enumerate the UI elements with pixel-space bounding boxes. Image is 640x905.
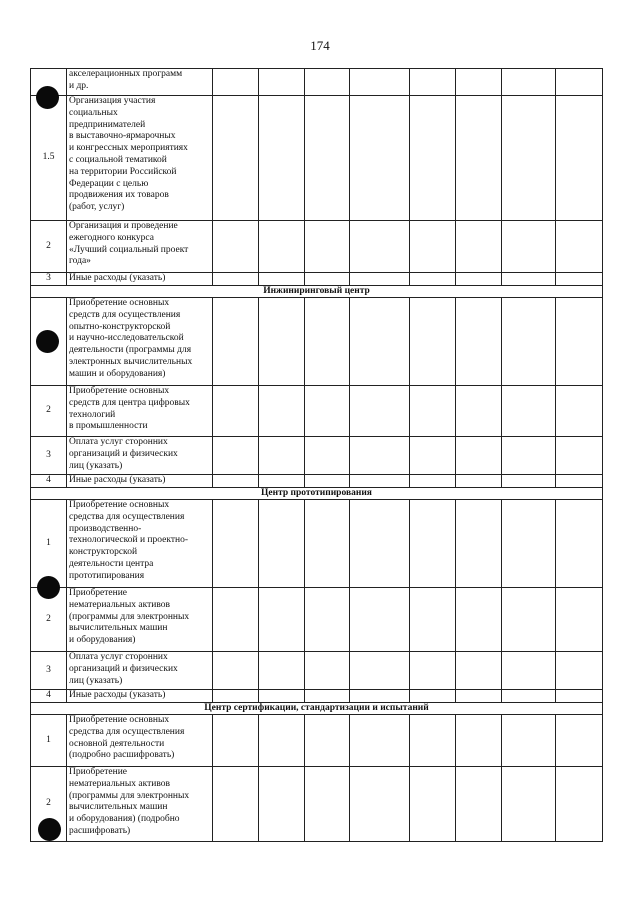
empty-cell: [556, 652, 603, 690]
empty-cell: [410, 273, 456, 286]
empty-cell: [213, 298, 259, 386]
row-number: 4: [31, 690, 67, 703]
empty-cell: [456, 69, 502, 96]
empty-cell: [456, 96, 502, 221]
empty-cell: [502, 221, 556, 273]
table-row: [31, 96, 603, 221]
empty-cell: [305, 767, 350, 842]
row-number: 4: [31, 475, 67, 488]
empty-cell: [305, 221, 350, 273]
empty-cell: [213, 69, 259, 96]
empty-cell: [213, 475, 259, 488]
empty-cell: [350, 500, 410, 588]
section-row: [31, 286, 603, 298]
empty-cell: [213, 767, 259, 842]
empty-cell: [410, 386, 456, 437]
row-description: Приобретение основных средств для осуществления опытно-конструкторской и научно-исследовательской деятельности (программы для электронных вычислительных машин и оборудования): [67, 298, 213, 386]
empty-cell: [213, 690, 259, 703]
row-description: Иные расходы (указать): [67, 690, 213, 703]
empty-cell: [350, 437, 410, 475]
empty-cell: [350, 298, 410, 386]
empty-cell: [350, 69, 410, 96]
empty-cell: [556, 500, 603, 588]
empty-cell: [305, 298, 350, 386]
empty-cell: [502, 500, 556, 588]
empty-cell: [259, 767, 305, 842]
empty-cell: [456, 715, 502, 767]
table-row: [31, 690, 603, 703]
empty-cell: [213, 437, 259, 475]
empty-cell: [556, 690, 603, 703]
row-description: Оплата услуг сторонних организаций и физических лиц (указать): [67, 652, 213, 690]
table-row: [31, 273, 603, 286]
empty-cell: [259, 221, 305, 273]
empty-cell: [456, 298, 502, 386]
row-number: 2: [31, 386, 67, 437]
empty-cell: [350, 588, 410, 652]
row-description: Оплата услуг сторонних организаций и физических лиц (указать): [67, 437, 213, 475]
empty-cell: [259, 500, 305, 588]
empty-cell: [213, 386, 259, 437]
empty-cell: [410, 221, 456, 273]
section-row: [31, 703, 603, 715]
empty-cell: [502, 298, 556, 386]
row-description: Приобретение основных средства для осуществления основной деятельности (подробно расшифровать): [67, 715, 213, 767]
table-row: [31, 437, 603, 475]
row-number: 2: [31, 767, 67, 842]
budget-table: [30, 68, 603, 842]
empty-cell: [259, 475, 305, 488]
empty-cell: [350, 767, 410, 842]
empty-cell: [350, 273, 410, 286]
empty-cell: [410, 500, 456, 588]
empty-cell: [502, 767, 556, 842]
empty-cell: [259, 588, 305, 652]
row-number: 2: [31, 221, 67, 273]
empty-cell: [456, 475, 502, 488]
empty-cell: [556, 298, 603, 386]
empty-cell: [556, 475, 603, 488]
punch-hole: [36, 330, 59, 353]
table-row: [31, 386, 603, 437]
empty-cell: [213, 588, 259, 652]
section-title: Инжиниринговый центр: [31, 286, 603, 298]
empty-cell: [502, 588, 556, 652]
empty-cell: [305, 437, 350, 475]
empty-cell: [350, 652, 410, 690]
empty-cell: [410, 96, 456, 221]
empty-cell: [305, 500, 350, 588]
empty-cell: [556, 96, 603, 221]
row-description: Иные расходы (указать): [67, 475, 213, 488]
empty-cell: [259, 652, 305, 690]
empty-cell: [305, 690, 350, 703]
empty-cell: [410, 588, 456, 652]
empty-cell: [556, 273, 603, 286]
table-row: [31, 475, 603, 488]
empty-cell: [305, 475, 350, 488]
empty-cell: [350, 690, 410, 703]
empty-cell: [456, 221, 502, 273]
row-description: Иные расходы (указать): [67, 273, 213, 286]
empty-cell: [350, 96, 410, 221]
row-number: 1.5: [31, 96, 67, 221]
empty-cell: [259, 715, 305, 767]
empty-cell: [213, 273, 259, 286]
table-row: [31, 715, 603, 767]
empty-cell: [350, 715, 410, 767]
row-description: Приобретение нематериальных активов (программы для электронных вычислительных машин и оборудования) (подробно расшифровать): [67, 767, 213, 842]
empty-cell: [410, 715, 456, 767]
empty-cell: [556, 69, 603, 96]
empty-cell: [456, 690, 502, 703]
empty-cell: [259, 386, 305, 437]
empty-cell: [410, 69, 456, 96]
empty-cell: [502, 96, 556, 221]
empty-cell: [213, 500, 259, 588]
empty-cell: [556, 715, 603, 767]
empty-cell: [456, 437, 502, 475]
row-number: 1: [31, 715, 67, 767]
empty-cell: [456, 500, 502, 588]
empty-cell: [305, 588, 350, 652]
empty-cell: [350, 221, 410, 273]
table-row: [31, 652, 603, 690]
row-description: Приобретение нематериальных активов (программы для электронных вычислительных машин и оборудования): [67, 588, 213, 652]
table-row: [31, 767, 603, 842]
empty-cell: [305, 386, 350, 437]
empty-cell: [305, 69, 350, 96]
empty-cell: [410, 298, 456, 386]
punch-hole: [38, 818, 61, 841]
empty-cell: [556, 437, 603, 475]
empty-cell: [259, 690, 305, 703]
empty-cell: [410, 652, 456, 690]
empty-cell: [213, 96, 259, 221]
row-number: 1: [31, 500, 67, 588]
row-number: 3: [31, 273, 67, 286]
empty-cell: [502, 386, 556, 437]
empty-cell: [305, 96, 350, 221]
empty-cell: [213, 652, 259, 690]
empty-cell: [502, 437, 556, 475]
empty-cell: [502, 69, 556, 96]
table-row: [31, 221, 603, 273]
row-number: 3: [31, 652, 67, 690]
empty-cell: [350, 475, 410, 488]
table-row: [31, 588, 603, 652]
empty-cell: [213, 715, 259, 767]
empty-cell: [456, 386, 502, 437]
empty-cell: [305, 652, 350, 690]
empty-cell: [410, 437, 456, 475]
punch-hole: [37, 576, 60, 599]
empty-cell: [502, 652, 556, 690]
empty-cell: [410, 690, 456, 703]
empty-cell: [456, 588, 502, 652]
section-row: [31, 488, 603, 500]
page-number: 174: [310, 38, 330, 53]
row-number: 3: [31, 437, 67, 475]
empty-cell: [502, 715, 556, 767]
empty-cell: [259, 273, 305, 286]
row-description: Организация и проведение ежегодного конкурса «Лучший социальный проект года»: [67, 221, 213, 273]
table-row: [31, 500, 603, 588]
empty-cell: [456, 652, 502, 690]
empty-cell: [259, 298, 305, 386]
punch-hole: [36, 86, 59, 109]
empty-cell: [410, 475, 456, 488]
row-description: акселерационных программ и др.: [67, 69, 213, 96]
section-title: Центр прототипирования: [31, 488, 603, 500]
empty-cell: [259, 96, 305, 221]
empty-cell: [305, 715, 350, 767]
row-number: 2: [31, 588, 67, 652]
section-title: Центр сертификации, стандартизации и испытаний: [31, 703, 603, 715]
empty-cell: [556, 767, 603, 842]
empty-cell: [502, 475, 556, 488]
empty-cell: [259, 437, 305, 475]
empty-cell: [305, 273, 350, 286]
empty-cell: [456, 273, 502, 286]
empty-cell: [556, 386, 603, 437]
empty-cell: [259, 69, 305, 96]
row-description: Приобретение основных средств для центра цифровых технологий в промышленности: [67, 386, 213, 437]
empty-cell: [213, 221, 259, 273]
empty-cell: [410, 767, 456, 842]
table-row: [31, 69, 603, 96]
empty-cell: [556, 221, 603, 273]
row-description: Организация участия социальных предпринимателей в выставочно-ярмарочных и конгрессных мероприятиях с социальной тематикой на территории Российской Федерации с целью продвижения их товаров (работ, услуг): [67, 96, 213, 221]
empty-cell: [556, 588, 603, 652]
table-row: [31, 298, 603, 386]
empty-cell: [350, 386, 410, 437]
empty-cell: [502, 690, 556, 703]
empty-cell: [502, 273, 556, 286]
empty-cell: [456, 767, 502, 842]
row-description: Приобретение основных средства для осуществления производственно- технологической и проектно- конструкторской деятельности центра прототипирования: [67, 500, 213, 588]
